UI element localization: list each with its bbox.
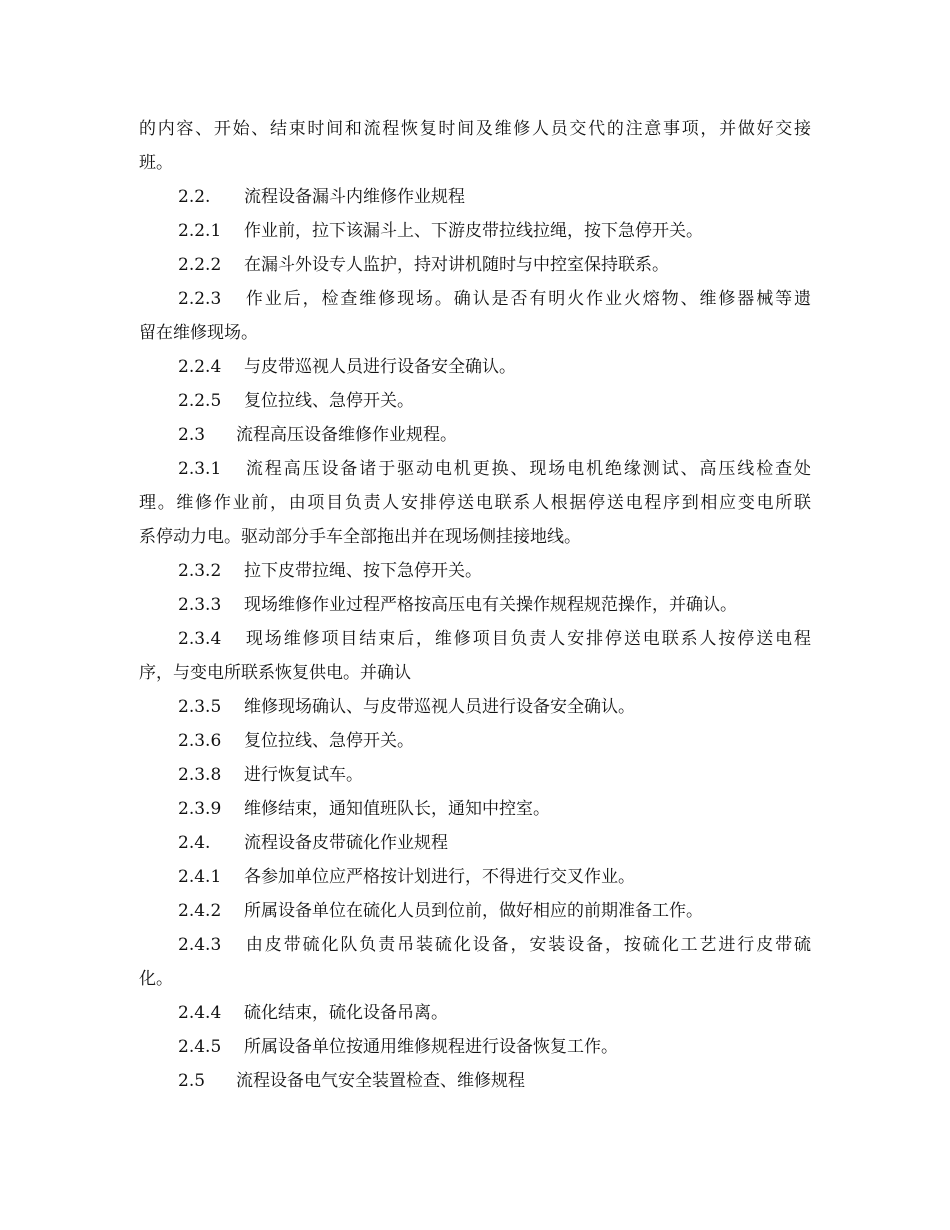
clause-number: 2.5 <box>178 1071 206 1091</box>
continuation-line: 系停动力电。驱动部分手车全部拖出并在现场侧挂接地线。 <box>139 527 581 547</box>
clause-number: 2.4.3 <box>178 935 222 955</box>
clause-line <box>139 214 811 248</box>
continuation-line: 班。 <box>139 153 173 173</box>
clause-number: 2.2.1 <box>178 221 222 241</box>
clause-text: 流程设备皮带硫化作业规程 <box>244 833 448 853</box>
clause-line <box>139 588 811 622</box>
document-body <box>139 112 811 1098</box>
clause-number: 2.2.3 <box>178 289 222 309</box>
clause-number: 2.2.4 <box>178 357 222 377</box>
clause-line <box>139 554 811 588</box>
clause-line <box>139 996 811 1030</box>
clause-number: 2.3.6 <box>178 731 222 751</box>
clause-text: 与皮带巡视人员进行设备安全确认。 <box>244 357 516 377</box>
clause-text: 所属设备单位按通用维修规程进行设备恢复工作。 <box>244 1037 618 1057</box>
clause-line <box>139 690 811 724</box>
clause-text: 硫化结束，硫化设备吊离。 <box>244 1003 448 1023</box>
clause-number: 2.3.1 <box>178 459 222 479</box>
continuation-line: 留在维修现场。 <box>139 323 258 343</box>
clause-number: 2.4. <box>178 833 211 853</box>
clause-text: 现场维修作业过程严格按高压电有关操作规程规范操作，并确认。 <box>244 595 737 615</box>
clause-line <box>139 622 811 656</box>
continuation-line: 化。 <box>139 969 173 989</box>
clause-number: 2.4.1 <box>178 867 222 887</box>
clause-text: 流程设备电气安全装置检查、维修规程 <box>236 1071 525 1091</box>
clause-text: 维修现场确认、与皮带巡视人员进行设备安全确认。 <box>244 697 635 717</box>
clause-text: 复位拉线、急停开关。 <box>244 391 414 411</box>
clause-text: 所属设备单位在硫化人员到位前，做好相应的前期准备工作。 <box>244 901 703 921</box>
clause-line <box>139 792 811 826</box>
clause-line <box>139 758 811 792</box>
continuation-line: 的内容、开始、结束时间和流程恢复时间及维修人员交代的注意事项，并做好交接 <box>139 119 811 139</box>
clause-text: 拉下皮带拉绳、按下急停开关。 <box>244 561 482 581</box>
clause-line <box>139 724 811 758</box>
clause-number: 2.3.5 <box>178 697 222 717</box>
clause-line <box>139 860 811 894</box>
clause-line <box>139 1030 811 1064</box>
clause-number: 2.3.3 <box>178 595 222 615</box>
clause-number: 2.2.5 <box>178 391 222 411</box>
clause-number: 2.4.2 <box>178 901 222 921</box>
clause-text: 作业后，检查维修现场。确认是否有明火作业火熔物、维修器械等遗 <box>244 289 811 309</box>
clause-line <box>139 452 811 486</box>
clause-number: 2.4.4 <box>178 1003 222 1023</box>
clause-line <box>139 826 811 860</box>
continuation-line: 序，与变电所联系恢复供电。并确认 <box>139 663 411 683</box>
clause-number: 2.2.2 <box>178 255 222 275</box>
clause-number: 2.3.2 <box>178 561 222 581</box>
clause-line <box>139 928 811 962</box>
clause-number: 2.3.4 <box>178 629 222 649</box>
clause-line <box>139 418 811 452</box>
clause-number: 2.3.9 <box>178 799 222 819</box>
clause-number: 2.3.8 <box>178 765 222 785</box>
clause-line <box>139 894 811 928</box>
clause-text: 流程高压设备维修作业规程。 <box>236 425 457 445</box>
clause-line <box>139 384 811 418</box>
clause-line <box>139 248 811 282</box>
clause-text: 现场维修项目结束后，维修项目负责人安排停送电联系人按停送电程 <box>244 629 811 649</box>
clause-line <box>139 180 811 214</box>
clause-number: 2.3 <box>178 425 206 445</box>
clause-text: 由皮带硫化队负责吊装硫化设备，安装设备，按硫化工艺进行皮带硫 <box>244 935 811 955</box>
continuation-line: 理。维修作业前，由项目负责人安排停送电联系人根据停送电程序到相应变电所联 <box>139 493 811 513</box>
clause-number: 2.4.5 <box>178 1037 222 1057</box>
clause-number: 2.2. <box>178 187 211 207</box>
clause-line <box>139 1064 811 1098</box>
clause-text: 流程设备漏斗内维修作业规程 <box>244 187 465 207</box>
clause-line <box>139 282 811 316</box>
clause-text: 维修结束，通知值班队长，通知中控室。 <box>244 799 550 819</box>
clause-text: 复位拉线、急停开关。 <box>244 731 414 751</box>
clause-text: 各参加单位应严格按计划进行，不得进行交叉作业。 <box>244 867 635 887</box>
clause-line <box>139 350 811 384</box>
clause-text: 作业前，拉下该漏斗上、下游皮带拉线拉绳，按下急停开关。 <box>244 221 703 241</box>
clause-text: 流程高压设备诸于驱动电机更换、现场电机绝缘测试、高压线检查处 <box>244 459 811 479</box>
clause-text: 在漏斗外设专人监护，持对讲机随时与中控室保持联系。 <box>244 255 669 275</box>
clause-text: 进行恢复试车。 <box>244 765 363 785</box>
